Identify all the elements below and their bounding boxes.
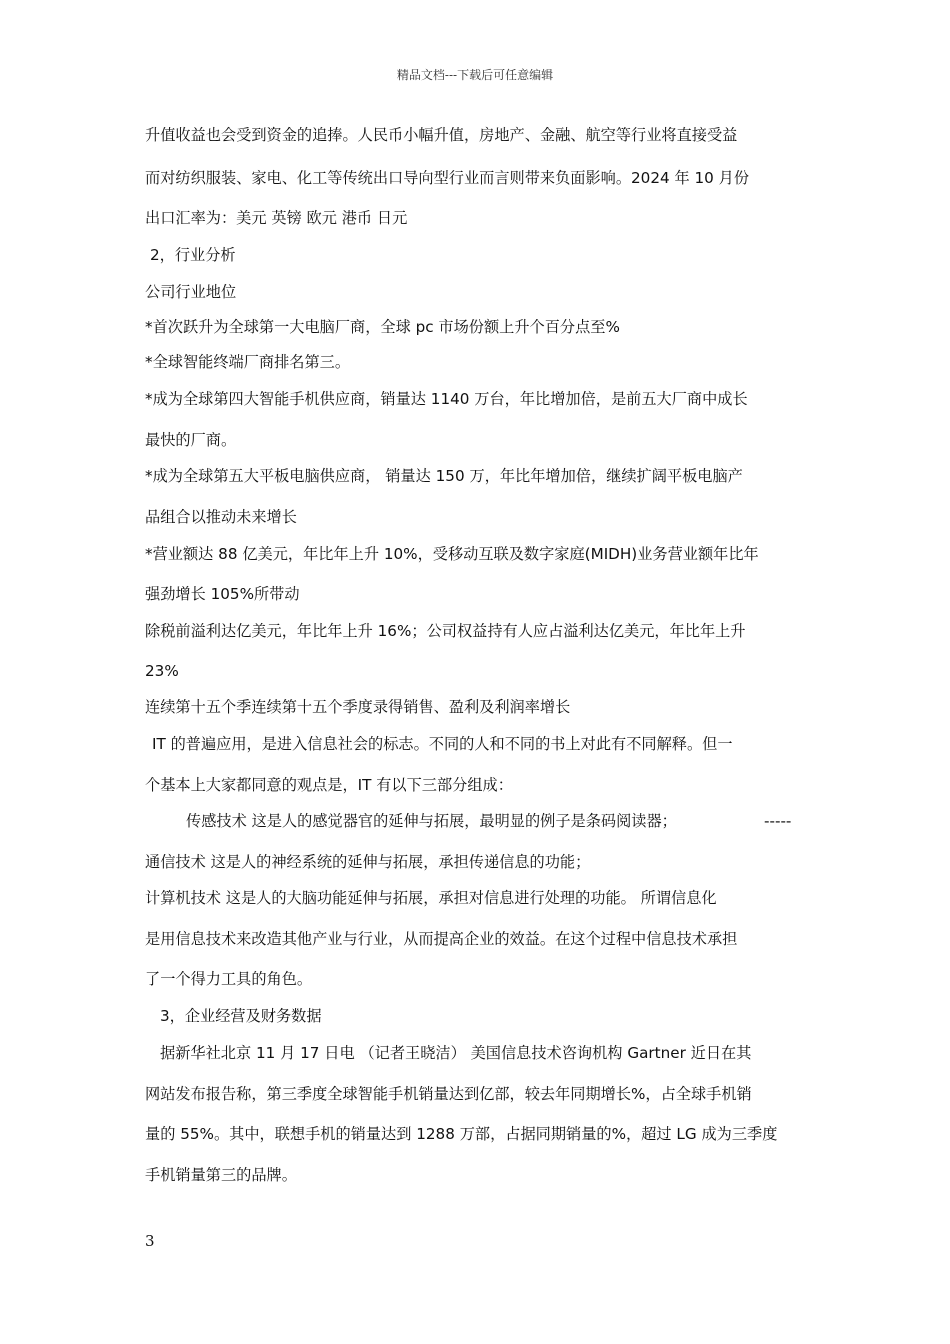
body-line: 连续第十五个季连续第十五个季度录得销售、盈利及利润率增长	[145, 698, 571, 716]
body-line: 23%	[145, 662, 179, 680]
body-line: 计算机技术 这是人的大脑功能延伸与拓展，承担对信息进行处理的功能。 所谓信息化	[145, 889, 717, 907]
body-line: 而对纺织服装、家电、化工等传统出口导向型行业而言则带来负面影响。2024 年 10 月份	[145, 169, 750, 187]
subheading: 公司行业地位	[145, 283, 237, 301]
body-line: 据新华社北京 11 月 17 日电 （记者王晓洁） 美国信息技术咨询机构 Gartner 近日在其	[160, 1044, 752, 1062]
section-heading: 2，行业分析	[150, 246, 236, 264]
body-line: 升值收益也会受到资金的追捧。人民币小幅升值，房地产、金融、航空等行业将直接受益	[145, 126, 738, 144]
body-line: 品组合以推动未来增长	[145, 508, 297, 526]
body-line: 强劲增长 105%所带动	[145, 585, 300, 603]
body-line: 个基本上大家都同意的观点是，IT 有以下三部分组成：	[145, 776, 513, 794]
body-line: 网站发布报告称，第三季度全球智能手机销量达到亿部，较去年同期增长%，占全球手机销	[145, 1085, 752, 1103]
dash-marker: -----	[764, 812, 792, 830]
bullet-line: *成为全球第五大平板电脑供应商， 销量达 150 万，年比年增加倍，继续扩阔平板电脑产	[145, 467, 743, 485]
body-line: 传感技术 这是人的感觉器官的延伸与拓展，最明显的例子是条码阅读器；	[186, 812, 677, 830]
body-line: 了一个得力工具的角色。	[145, 970, 313, 988]
page-number: 3	[145, 1232, 155, 1250]
body-line: 除税前溢利达亿美元，年比年上升 16%；公司权益持有人应占溢利达亿美元，年比年上升	[145, 622, 746, 640]
bullet-line: *成为全球第四大智能手机供应商，销量达 1140 万台，年比增加倍，是前五大厂商中成长	[145, 390, 748, 408]
bullet-line: *营业额达 88 亿美元，年比年上升 10%，受移动互联及数字家庭(MIDH)业务营业额年比年	[145, 545, 759, 563]
page-header: 精品文档---下载后可任意编辑	[396, 68, 554, 82]
body-line: 最快的厂商。	[145, 431, 237, 449]
body-line: 出口汇率为：美元 英镑 欧元 港币 日元	[145, 209, 408, 227]
body-line: 量的 55%。其中，联想手机的销量达到 1288 万部，占据同期销量的%，超过 LG 成为三季度	[145, 1125, 778, 1143]
section-heading: 3，企业经营及财务数据	[160, 1007, 322, 1025]
body-line: 手机销量第三的品牌。	[145, 1166, 297, 1184]
body-line: 通信技术 这是人的神经系统的延伸与拓展，承担传递信息的功能；	[145, 853, 591, 871]
body-line: 是用信息技术来改造其他产业与行业，从而提高企业的效益。在这个过程中信息技术承担	[145, 930, 738, 948]
bullet-line: *首次跃升为全球第一大电脑厂商，全球 pc 市场份额上升个百分点至%	[145, 318, 620, 336]
bullet-line: *全球智能终端厂商排名第三。	[145, 353, 351, 371]
body-line: IT 的普遍应用，是进入信息社会的标志。不同的人和不同的书上对此有不同解释。但一	[152, 735, 733, 753]
